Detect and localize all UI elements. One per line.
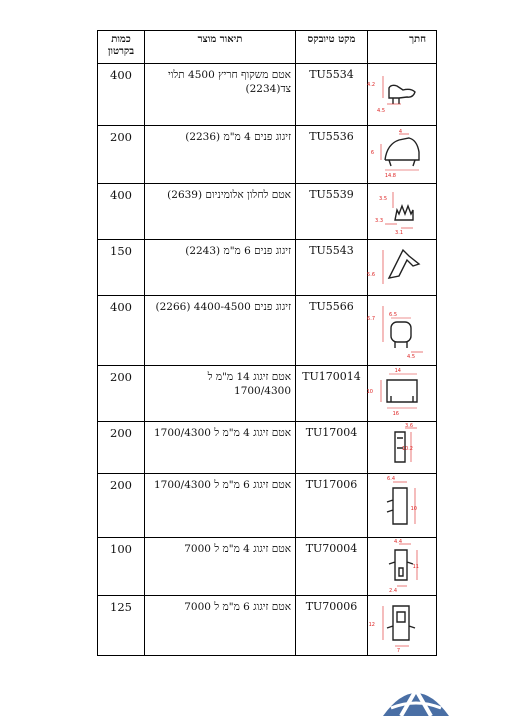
dimension-label: 5.6 bbox=[367, 271, 375, 278]
sku-cell: TU5536 bbox=[296, 126, 368, 184]
description-cell: אטם לחלון אלומיניום (2639) bbox=[145, 184, 296, 240]
section-drawing bbox=[368, 295, 437, 365]
table-row bbox=[98, 64, 437, 126]
description-cell: אטם זיגוג 14 מ"מ ל 1700/4300 bbox=[145, 365, 296, 421]
sku-cell: TU70006 bbox=[296, 596, 368, 656]
quantity-cell: 100 bbox=[98, 538, 145, 596]
dimension-label: 4.5 bbox=[407, 353, 415, 360]
quantity-cell: 200 bbox=[98, 126, 145, 184]
table-row bbox=[98, 474, 437, 538]
header-description: תיאור מוצר bbox=[145, 31, 296, 64]
table-row bbox=[98, 126, 437, 184]
header-sku: מקט טיובקס bbox=[296, 31, 368, 64]
dimension-label: 12 bbox=[368, 622, 375, 629]
profile-tu5539-drawing bbox=[369, 184, 435, 236]
profile-tu5543-drawing bbox=[369, 240, 435, 292]
dimension-label: 14.8 bbox=[384, 173, 396, 180]
sku-cell: TU17006 bbox=[296, 474, 368, 538]
dimension-label: 2.4 bbox=[389, 588, 397, 595]
dimension-label: 10 bbox=[410, 506, 417, 513]
quantity-cell: 400 bbox=[98, 64, 145, 126]
profile-tu5566-drawing bbox=[369, 296, 435, 362]
quantity-cell: 125 bbox=[98, 596, 145, 656]
profile-tu170014-drawing bbox=[366, 366, 435, 418]
section-drawing bbox=[368, 126, 437, 184]
header-quantity: כמות בקרטון bbox=[98, 31, 145, 64]
dimension-label: 14 bbox=[394, 367, 401, 374]
header-section: חתך bbox=[368, 31, 437, 64]
section-drawing bbox=[368, 64, 437, 126]
dimension-label: 16 bbox=[392, 410, 399, 417]
dimension-label: 4.5 bbox=[377, 108, 385, 115]
quantity-cell: 150 bbox=[98, 239, 145, 295]
dimension-label: 3.6 bbox=[405, 422, 413, 429]
table-row bbox=[98, 596, 437, 656]
table-row bbox=[98, 184, 437, 240]
description-cell: אטם זיגוג 6 מ"מ ל 7000 bbox=[145, 596, 296, 656]
profile-tu70006-drawing bbox=[368, 596, 435, 655]
dimension-label: 11 bbox=[412, 564, 419, 571]
quantity-cell: 200 bbox=[98, 365, 145, 421]
quantity-cell: 400 bbox=[98, 295, 145, 365]
dimension-label: 6 bbox=[370, 150, 374, 157]
profile-tu70004-drawing bbox=[369, 538, 435, 595]
section-drawing bbox=[368, 184, 437, 240]
product-table bbox=[97, 30, 437, 656]
dimension-label: 3.1 bbox=[395, 230, 403, 237]
dimension-label: 4.2 bbox=[367, 82, 375, 89]
quantity-cell: 400 bbox=[98, 184, 145, 240]
description-cell: אטם זיגוג 4 מ"מ ל 7000 bbox=[145, 538, 296, 596]
sku-cell: TU5534 bbox=[296, 64, 368, 126]
description-cell: זיגוג פנים 4400-4500 (2266) bbox=[145, 295, 296, 365]
sku-cell: TU17004 bbox=[296, 421, 368, 474]
dimension-label: 3.5 bbox=[379, 196, 387, 203]
table-row bbox=[98, 421, 437, 474]
table-row bbox=[98, 239, 437, 295]
company-logo-icon bbox=[381, 676, 451, 716]
profile-tu5534-drawing bbox=[369, 64, 435, 122]
sku-cell: TU5539 bbox=[296, 184, 368, 240]
dimension-label: 3.3 bbox=[375, 218, 383, 225]
quantity-cell: 200 bbox=[98, 474, 145, 538]
description-cell: זיגוג פנים 6 מ"מ (2243) bbox=[145, 239, 296, 295]
section-drawing bbox=[368, 538, 437, 596]
dimension-label: 4 bbox=[398, 129, 402, 136]
dimension-label: 6.4 bbox=[387, 476, 395, 483]
header-row bbox=[98, 31, 437, 64]
section-drawing bbox=[368, 365, 437, 421]
quantity-cell: 200 bbox=[98, 421, 145, 474]
dimension-label: 7 bbox=[396, 648, 400, 655]
table-row bbox=[98, 365, 437, 421]
table-row bbox=[98, 538, 437, 596]
profile-tu5536-drawing bbox=[369, 126, 435, 180]
table-row bbox=[98, 295, 437, 365]
dimension-label: 6.7 bbox=[367, 315, 375, 322]
profile-tu17004-drawing bbox=[369, 422, 435, 472]
section-drawing bbox=[368, 596, 437, 656]
sku-cell: TU170014 bbox=[296, 365, 368, 421]
description-cell: זיגוג פנים 4 מ"מ (2236) bbox=[145, 126, 296, 184]
dimension-label: 6.5 bbox=[389, 311, 397, 318]
profile-tu17006-drawing bbox=[369, 474, 435, 534]
sku-cell: TU5566 bbox=[296, 295, 368, 365]
section-drawing bbox=[368, 474, 437, 538]
sku-cell: TU70004 bbox=[296, 538, 368, 596]
dimension-label: 10.2 bbox=[401, 445, 413, 452]
section-drawing bbox=[368, 421, 437, 474]
section-drawing bbox=[368, 239, 437, 295]
description-cell: אטם זיגוג 4 מ"מ ל 1700/4300 bbox=[145, 421, 296, 474]
description-cell: אטם זיגוג 6 מ"מ ל 1700/4300 bbox=[145, 474, 296, 538]
dimension-label: 4.4 bbox=[394, 539, 402, 546]
sku-cell: TU5543 bbox=[296, 239, 368, 295]
dimension-label: 10 bbox=[366, 388, 373, 395]
description-cell: אטם משקוף חריץ 4500 תלוי צד(2234) bbox=[145, 64, 296, 126]
